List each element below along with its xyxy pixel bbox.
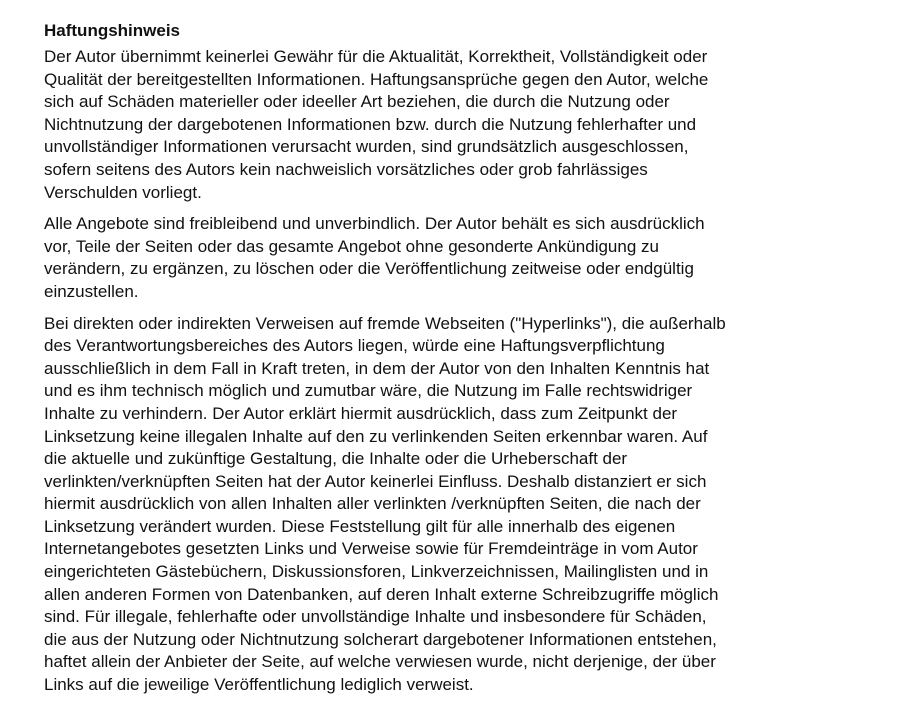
text-line: haftet allein der Anbieter der Seite, auf welche verwiesen wurde, nicht derjenige, der über bbox=[44, 652, 716, 672]
text-line: und es ihm technisch möglich und zumutbar wäre, die Nutzung im Falle rechtswidriger bbox=[44, 381, 693, 401]
text-line: eingerichteten Gästebüchern, Diskussionsforen, Linkverzeichnissen, Mailinglisten und in bbox=[44, 562, 709, 582]
text-line: sofern seitens des Autors kein nachweislich vorsätzliches oder grob fahrlässiges bbox=[44, 159, 648, 179]
text-line: Nichtnutzung der dargebotenen Informationen bzw. durch die Nutzung fehlerhafter und bbox=[44, 114, 697, 134]
text-line: ausschließlich in dem Fall in Kraft treten, in dem der Autor von den Inhalten Kenntnis hat bbox=[44, 358, 710, 378]
text-line: Linksetzung verändert wurden. Diese Feststellung gilt für alle innerhalb des eigenen bbox=[44, 516, 676, 536]
text-line: Bei direkten oder indirekten Verweisen auf fremde Webseiten ("Hyperlinks"), die außerhalb bbox=[44, 313, 726, 333]
text-line: sich auf Schäden materieller oder ideeller Art beziehen, die durch die Nutzung oder bbox=[44, 92, 670, 112]
text-line: allen anderen Formen von Datenbanken, auf deren Inhalt externe Schreibzugriffe möglich bbox=[44, 584, 719, 604]
text-line: Linksetzung keine illegalen Inhalte auf den zu verlinkenden Seiten erkennbar waren. Auf bbox=[44, 426, 708, 446]
text-line: des Verantwortungsbereiches des Autors liegen, würde eine Haftungsverpflichtung bbox=[44, 336, 665, 356]
paragraph-liability bbox=[44, 46, 881, 204]
text-line: verlinkten/verknüpften Seiten hat der Autor keinerlei Einfluss. Deshalb distanziert er sich bbox=[44, 471, 707, 491]
page-heading: Haftungshinweis bbox=[44, 21, 181, 40]
text-line: einzustellen. bbox=[44, 281, 139, 301]
text-line: sind. Für illegale, fehlerhafte oder unvollständige Inhalte und insbesondere für Schäden, bbox=[44, 607, 707, 627]
text-line: Alle Angebote sind freibleibend und unverbindlich. Der Autor behält es sich ausdrücklich bbox=[44, 214, 705, 234]
text-line: Verschulden vorliegt. bbox=[44, 182, 202, 202]
text-line: verändern, zu ergänzen, zu löschen oder die Veröffentlichung zeitweise oder endgültig bbox=[44, 259, 694, 279]
paragraph-hyperlinks bbox=[44, 313, 881, 697]
text-line: die aus der Nutzung oder Nichtnutzung solcherart dargebotener Informationen entstehen, bbox=[44, 629, 717, 649]
text-line: hiermit ausdrücklich von allen Inhalten aller verlinkten /verknüpften Seiten, die nach der bbox=[44, 494, 701, 514]
text-line: Qualität der bereitgestellten Informationen. Haftungsansprüche gegen den Autor, welche bbox=[44, 69, 709, 89]
text-line: die aktuelle und zukünftige Gestaltung, die Inhalte oder die Urheberschaft der bbox=[44, 449, 628, 469]
paragraph-offers bbox=[44, 213, 881, 303]
text-line: Der Autor übernimmt keinerlei Gewähr für die Aktualität, Korrektheit, Vollständigkeit oder bbox=[44, 47, 708, 66]
text-line: Inhalte zu verhindern. Der Autor erklärt hiermit ausdrücklich, dass zum Zeitpunkt der bbox=[44, 403, 678, 423]
text-line: unvollständiger Informationen verursacht wurden, sind grundsätzlich ausgeschlossen, bbox=[44, 137, 689, 157]
text-line: vor, Teile der Seiten oder das gesamte Angebot ohne gesonderte Ankündigung zu bbox=[44, 236, 659, 256]
text-line: Internetangebotes gesetzten Links und Verweise sowie für Fremdeinträge in vom Autor bbox=[44, 539, 698, 559]
text-line: Links auf die jeweilige Veröffentlichung lediglich verweist. bbox=[44, 675, 474, 695]
